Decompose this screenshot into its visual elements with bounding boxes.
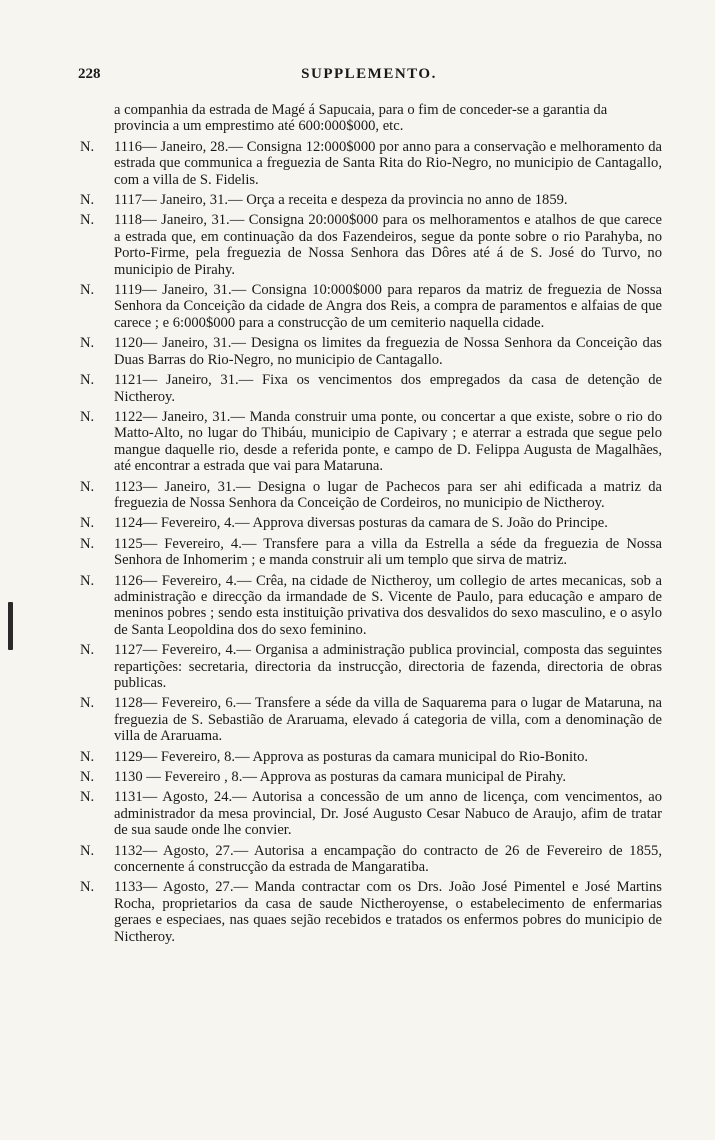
- entry-text: 1129— Fevereiro, 8.— Approva as posturas da camara municipal do Rio-Bonito.: [114, 748, 589, 765]
- decree-entry: [80, 282, 662, 331]
- decree-entry: [80, 769, 662, 785]
- entry-text: 1116— Janeiro, 28.— Consigna 12:000$000 por anno para a conservação e melhoramento da estrada que communica a freguezia de Santa Rita do Rio-Negro, no municipio de Cantagallo, com a villa de S. Fidelis.: [114, 138, 662, 188]
- decree-entry: [80, 192, 662, 208]
- entry-text: 1128— Fevereiro, 6.— Transfere a séde da villa de Saquarema para o lugar de Mataruna, na freguezia de S. Sebastião de Araruama, elevado á categoria de villa, com a denominação de villa de Araruama.: [114, 695, 662, 745]
- entry-prefix: N.: [80, 138, 95, 155]
- entry-text: 1130 — Fevereiro , 8.— Approva as posturas da camara municipal de Pirahy.: [114, 769, 567, 786]
- entry-text: 1125— Fevereiro, 4.— Transfere para a villa da Estrella a séde da freguezia de Nossa Senhora de Inhomerim ; e manda construir ali um templo que sirva de matriz.: [114, 535, 662, 569]
- decree-entry: [80, 515, 662, 531]
- entry-prefix: N.: [80, 478, 95, 495]
- decree-entry: [80, 335, 662, 368]
- decree-entry: [80, 843, 662, 876]
- decree-entry: [80, 789, 662, 838]
- entry-text: 1132— Agosto, 27.— Autorisa a encampação do contracto de 26 de Fevereiro de 1855, concernente á construcção da estrada de Mangaratiba.: [114, 842, 662, 876]
- decree-entry: [80, 372, 662, 405]
- entry-text: 1120— Janeiro, 31.— Designa os limites da freguezia de Nossa Senhora da Conceição das Duas Barras do Rio-Negro, no municipio de Cantagallo.: [114, 335, 662, 368]
- entry-prefix: N.: [80, 642, 95, 659]
- decree-entry: [80, 409, 662, 475]
- entry-prefix: N.: [80, 748, 95, 765]
- entry-text: 1124— Fevereiro, 4.— Approva diversas posturas da camara de S. João do Principe.: [114, 515, 608, 532]
- entry-prefix: N.: [80, 192, 95, 209]
- decree-entry: [80, 573, 662, 639]
- entry-text: 1127— Fevereiro, 4.— Organisa a administração publica provincial, composta das seguintes repartições: secretaria, directoria da instrucção, directoria de fazenda, directoria de obras publicas.: [114, 642, 662, 691]
- document-body: [80, 102, 662, 945]
- entry-prefix: N.: [80, 335, 95, 352]
- entry-prefix: N.: [80, 695, 95, 712]
- entry-prefix: N.: [80, 515, 95, 532]
- entry-prefix: N.: [80, 789, 95, 806]
- margin-mark: [8, 602, 13, 650]
- decree-entry: [80, 695, 662, 744]
- decree-entry: [80, 879, 662, 945]
- decree-entry: [80, 139, 662, 188]
- decree-entry: [80, 536, 662, 569]
- entry-text: 1133— Agosto, 27.— Manda contractar com os Drs. João José Pimentel e José Martins Rocha, proprietarios da casa de saude Nictheroyense, o estabelecimento de enfermarias geraes e especiaes, nas quaes sejão recebidos e tratados os enfermos pobres do municipio de Nictheroy.: [114, 879, 662, 945]
- entry-prefix: N.: [80, 212, 95, 229]
- decree-entry: [80, 212, 662, 278]
- entry-prefix: N.: [80, 408, 95, 425]
- entry-text: 1118— Janeiro, 31.— Consigna 20:000$000 para os melhoramentos e atalhos de que carece a estrada que, em continuação da dos Fazendeiros, segue da ponte sobre o rio Parahyba, no Porto-Firme, pela freguezia de Nossa Senhora das Dôres até á de S. José do Turvo, no municipio de Pirahy.: [114, 212, 662, 278]
- continuation-paragraph: a companhia da estrada de Magé á Sapucaia, para o fim de conceder-se a garantia da provincia a um emprestimo até 600:000$000, etc.: [114, 102, 608, 135]
- entry-prefix: N.: [80, 282, 95, 299]
- entry-text: 1119— Janeiro, 31.— Consigna 10:000$000 para reparos da matriz de freguezia de Nossa Senhora da Conceição da cidade de Angra dos Reis, a compra de paramentos e alfaias de que carece ; e 6:000$000 para a construcção de um cemiterio naquella cidade.: [114, 282, 662, 331]
- entry-text: 1126— Fevereiro, 4.— Crêa, na cidade de Nictheroy, um collegio de artes mecanicas, sob a administração e direcção da irmandade de S. Vicente de Paulo, para educação e amparo de meninos pobres ; sendo esta instituição privativa dos desvalidos do sexo masculino, e o asylo de Santa Leopoldina dos do sexo feminino.: [114, 572, 662, 638]
- entry-text: 1122— Janeiro, 31.— Manda construir uma ponte, ou concertar a que existe, sobre o rio do Matto-Alto, no lugar do Thibáu, municipio de Capivary ; e aterrar a estrada que segue pelo mangue daquelle rio, desde a referida ponte, e campo de D. Felippa Augusta de Magalhães, até encontrar a estrada que vai para Mataruna.: [114, 408, 662, 475]
- page-number: 228: [78, 66, 101, 82]
- running-title: SUPPLEMENTO.: [301, 66, 437, 82]
- decree-entry: [80, 642, 662, 691]
- decree-entry: [80, 479, 662, 512]
- entry-prefix: N.: [80, 769, 95, 786]
- entry-prefix: N.: [80, 535, 95, 552]
- entry-prefix: N.: [80, 879, 95, 896]
- entry-prefix: N.: [80, 372, 95, 389]
- decree-entry: [80, 749, 662, 765]
- entry-text: 1123— Janeiro, 31.— Designa o lugar de Pachecos para ser ahi edificada a matriz da freguezia de Nossa Senhora da Conceição de Cordeiros, no municipio de Nictheroy.: [114, 478, 662, 511]
- page-header: [78, 66, 660, 86]
- entry-prefix: N.: [80, 572, 95, 589]
- entry-text: 1121— Janeiro, 31.— Fixa os vencimentos dos empregados da casa de detenção de Nictheroy.: [114, 372, 662, 405]
- entry-prefix: N.: [80, 842, 95, 859]
- entry-text: 1131— Agosto, 24.— Autorisa a concessão de um anno de licença, com vencimentos, ao administrador da mesa provincial, Dr. José Augusto Cesar Nabuco de Araujo, afim de tratar de sua saude onde lhe convier.: [114, 789, 662, 839]
- entry-text: 1117— Janeiro, 31.— Orça a receita e despeza da provincia no anno de 1859.: [114, 192, 568, 209]
